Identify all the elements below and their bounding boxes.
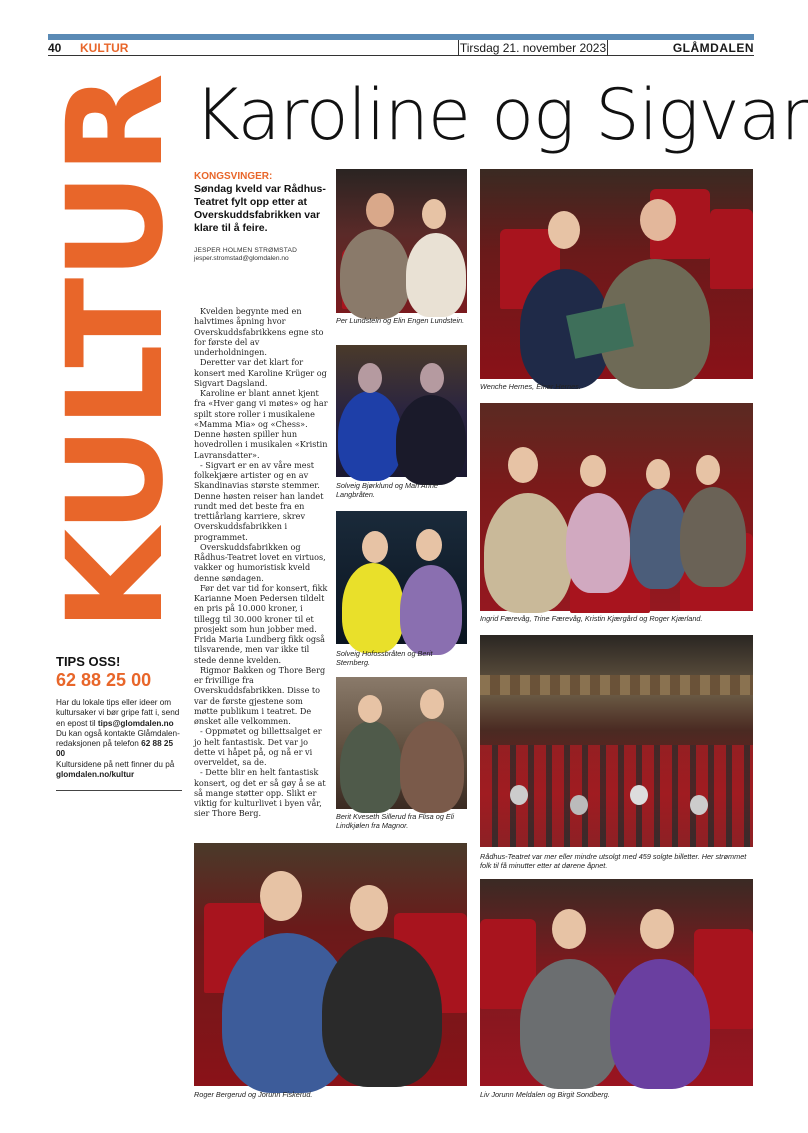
photo-couple-5 bbox=[336, 511, 467, 644]
article-paragraph: Karoline er blant annet kjent fra «Hver gang vi møtes» og har spilt store roller i musikalene «Mamma Mia» og «Chess». Denne høsten spiller hun hovedrollen i musikalen «Kristin Lavransdatter». bbox=[194, 388, 328, 460]
tips-text-2: Du kan også kontakte Glåmdalen-redaksjonen på telefon bbox=[56, 728, 180, 749]
photo-couple-3 bbox=[336, 345, 467, 477]
newspaper-name: GLÅMDALEN bbox=[672, 41, 754, 55]
byline bbox=[194, 247, 326, 263]
byline-email[interactable]: jesper.stromstad@glomdalen.no bbox=[194, 255, 289, 262]
caption-9: Liv Jorunn Meldalen og Birgit Sondberg. bbox=[480, 1090, 610, 1099]
photo-couple-2 bbox=[480, 169, 753, 379]
caption-3: Solveig Bjørklund og Mari Anne Langbråten. bbox=[336, 481, 438, 500]
tips-box bbox=[56, 654, 182, 791]
tips-text-1: Har du lokale tips eller ideer om kultursaker vi bør gripe fatt i, send en epost til bbox=[56, 698, 180, 728]
photo-couple-9 bbox=[480, 879, 753, 1086]
caption-6: Berit Kveseth Sillerud fra Flisa og Eli Lindkjølen fra Magnor. bbox=[336, 812, 455, 831]
article-paragraph: Deretter var det klart for konsert med Karoline Krüger og Sigvart Dagsland. bbox=[194, 357, 327, 388]
photo-couple-6 bbox=[336, 677, 467, 809]
photo-auditorium bbox=[480, 635, 753, 847]
section-vertical-text: KULTUR bbox=[39, 74, 193, 632]
photo-couple-8 bbox=[194, 843, 467, 1086]
tips-text bbox=[56, 698, 182, 780]
article-body bbox=[194, 306, 328, 819]
article-paragraph: Før det var tid for konsert, fikk Karianne Moen Pedersen tildelt en pris på 10.000 kroner, i tillegg til 30.000 kroner til et prosjekt som hun jobber med. Frida Maria Lundberg fikk også tilsvarende, men var ikke til stede denne kvelden. bbox=[194, 582, 328, 665]
tips-phone: 62 88 25 00 bbox=[56, 670, 152, 690]
caption-4: Ingrid Færevåg, Trine Færevåg, Kristin Kjærgård og Roger Kjærland. bbox=[480, 614, 703, 623]
caption-8: Roger Bergerud og Jorunn Fiskerud. bbox=[194, 1090, 313, 1099]
tips-phone-2: 62 88 25 00 bbox=[56, 739, 174, 759]
tips-web-link[interactable]: glomdalen.no/kultur bbox=[56, 770, 135, 780]
caption-1: Per Lundstein og Elin Engen Lundstein. bbox=[336, 316, 465, 325]
tips-title: TIPS OSS! bbox=[56, 654, 121, 669]
page-header bbox=[48, 40, 754, 56]
tips-divider bbox=[56, 790, 182, 791]
article-paragraph: Kvelden begynte med en halvtimes åpning hvor Overskuddsfabrikkens egne sto for første del av underholdningen. bbox=[194, 306, 324, 357]
ingress: Søndag kveld var Rådhus-Teatret fylt opp etter at Overskuddsfabrikken var klare til å feire. bbox=[194, 183, 326, 234]
headline: Karoline og Sigvar bbox=[194, 74, 808, 156]
article-paragraph: - Dette blir en helt fantastisk konsert, og det er så gøy å se at så mange støtter opp. Slikt er viktig for kulturlivet i byen vår, sier Thore Berg. bbox=[194, 767, 326, 819]
photo-group-4 bbox=[480, 403, 753, 611]
caption-5: Solveig Hofossbråten og Berit Sternberg. bbox=[336, 649, 433, 668]
section-label: KULTUR bbox=[80, 41, 129, 55]
article-paragraph: Rigmor Bakken og Thore Berg er frivillige fra Overskuddsfabrikken. Disse to var de første gjestene som møtte publikum i teatret. De ønsket alle velkommen. bbox=[194, 664, 326, 726]
article-paragraph: Overskuddsfabrikken og Rådhus-Teatret lovet en virtuos, vakker og humoristisk kveld denne søndagen. bbox=[194, 541, 326, 583]
article-paragraph: - Oppmøtet og billettsalget er jo helt fantastisk. Det var jo dette vi håpet på, og nå er vi overveldet, sa de. bbox=[194, 726, 322, 767]
caption-7: Rådhus-Teatret var mer eller mindre utsolgt med 459 solgte billetter. Her strømmet folk til få minutter etter at dørene åpnet. bbox=[480, 852, 747, 871]
tips-email-link[interactable]: tips@glomdalen.no bbox=[97, 718, 174, 728]
lead-block bbox=[194, 170, 326, 263]
photo-couple-1 bbox=[336, 169, 467, 313]
kicker: KONGSVINGER: bbox=[194, 171, 273, 182]
article-paragraph: - Sigvart er en av våre mest folkekjære artister og en av Skandinavias største stemmer. Denne høsten reiser han landet rundt med det beste fra en trettiårlang karriere, skrev Overskuddsfabrikken i programmet. bbox=[194, 459, 324, 542]
section-vertical-banner bbox=[39, 68, 193, 638]
issue-date: Tirsdag 21. november 2023 bbox=[459, 41, 607, 55]
page-number: 40 bbox=[48, 41, 62, 55]
tips-text-3: Kultursidene på nett finner du på bbox=[56, 759, 175, 769]
byline-name: JESPER HOLMEN STRØMSTAD bbox=[194, 247, 298, 254]
caption-2: Wenche Hernes, Einar Hernes. bbox=[480, 382, 581, 391]
